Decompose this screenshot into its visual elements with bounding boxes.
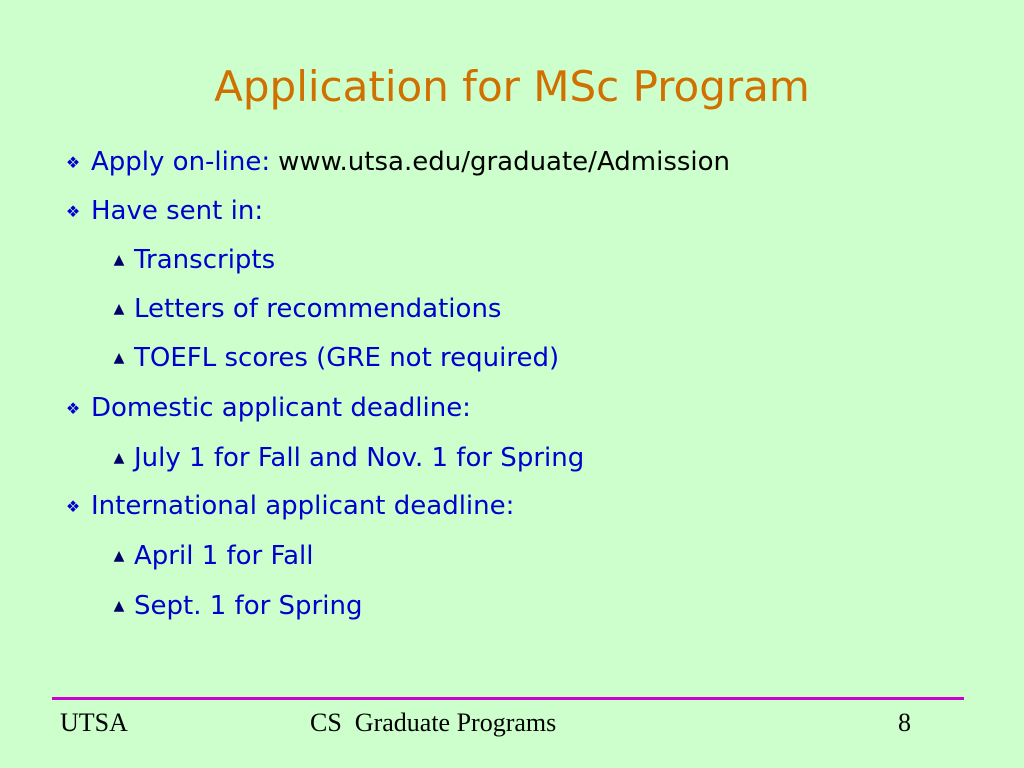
triangle-up-icon: ▲ <box>113 598 125 614</box>
list-item <box>62 393 471 423</box>
triangle-up-icon: ▲ <box>113 301 125 317</box>
list-item-label: Sept. 1 for Spring <box>134 591 363 621</box>
list-item <box>110 343 559 373</box>
triangle-up-icon: ▲ <box>113 548 125 564</box>
list-item <box>110 591 362 621</box>
list-item-label: Domestic applicant deadline: <box>91 393 471 423</box>
list-item-label: Have sent in: <box>91 196 264 226</box>
diamond-ornament-icon: ❖ <box>65 201 81 221</box>
list-item-label: Apply on-line: <box>91 147 271 177</box>
list-item-label: Letters of recommendations <box>134 294 502 324</box>
list-item <box>110 245 275 275</box>
diamond-ornament-icon: ❖ <box>65 152 81 172</box>
list-item-label: Transcripts <box>134 245 276 275</box>
list-item-label: April 1 for Fall <box>134 541 314 571</box>
footer-page-number: 8 <box>898 708 911 737</box>
list-item-label: International applicant deadline: <box>91 491 515 521</box>
diamond-ornament-icon: ❖ <box>65 496 81 516</box>
list-item-label: July 1 for Fall and Nov. 1 for Spring <box>134 443 585 473</box>
list-item <box>110 541 313 571</box>
footer-title: CS Graduate Programs <box>310 708 557 737</box>
footer-organization: UTSA <box>60 708 128 737</box>
list-item <box>62 491 514 521</box>
footer-divider <box>52 697 964 700</box>
list-item <box>62 196 263 226</box>
triangle-up-icon: ▲ <box>113 350 125 366</box>
triangle-up-icon: ▲ <box>113 252 125 268</box>
triangle-up-icon: ▲ <box>113 450 125 466</box>
admission-url-link[interactable]: www.utsa.edu/graduate/Admission <box>278 147 731 177</box>
diamond-ornament-icon: ❖ <box>65 398 81 418</box>
list-item <box>110 443 584 473</box>
slide-title: Application for MSc Program <box>214 62 810 111</box>
list-item <box>110 294 501 324</box>
list-item <box>62 147 730 177</box>
list-item-label: TOEFL scores (GRE not required) <box>134 343 560 373</box>
